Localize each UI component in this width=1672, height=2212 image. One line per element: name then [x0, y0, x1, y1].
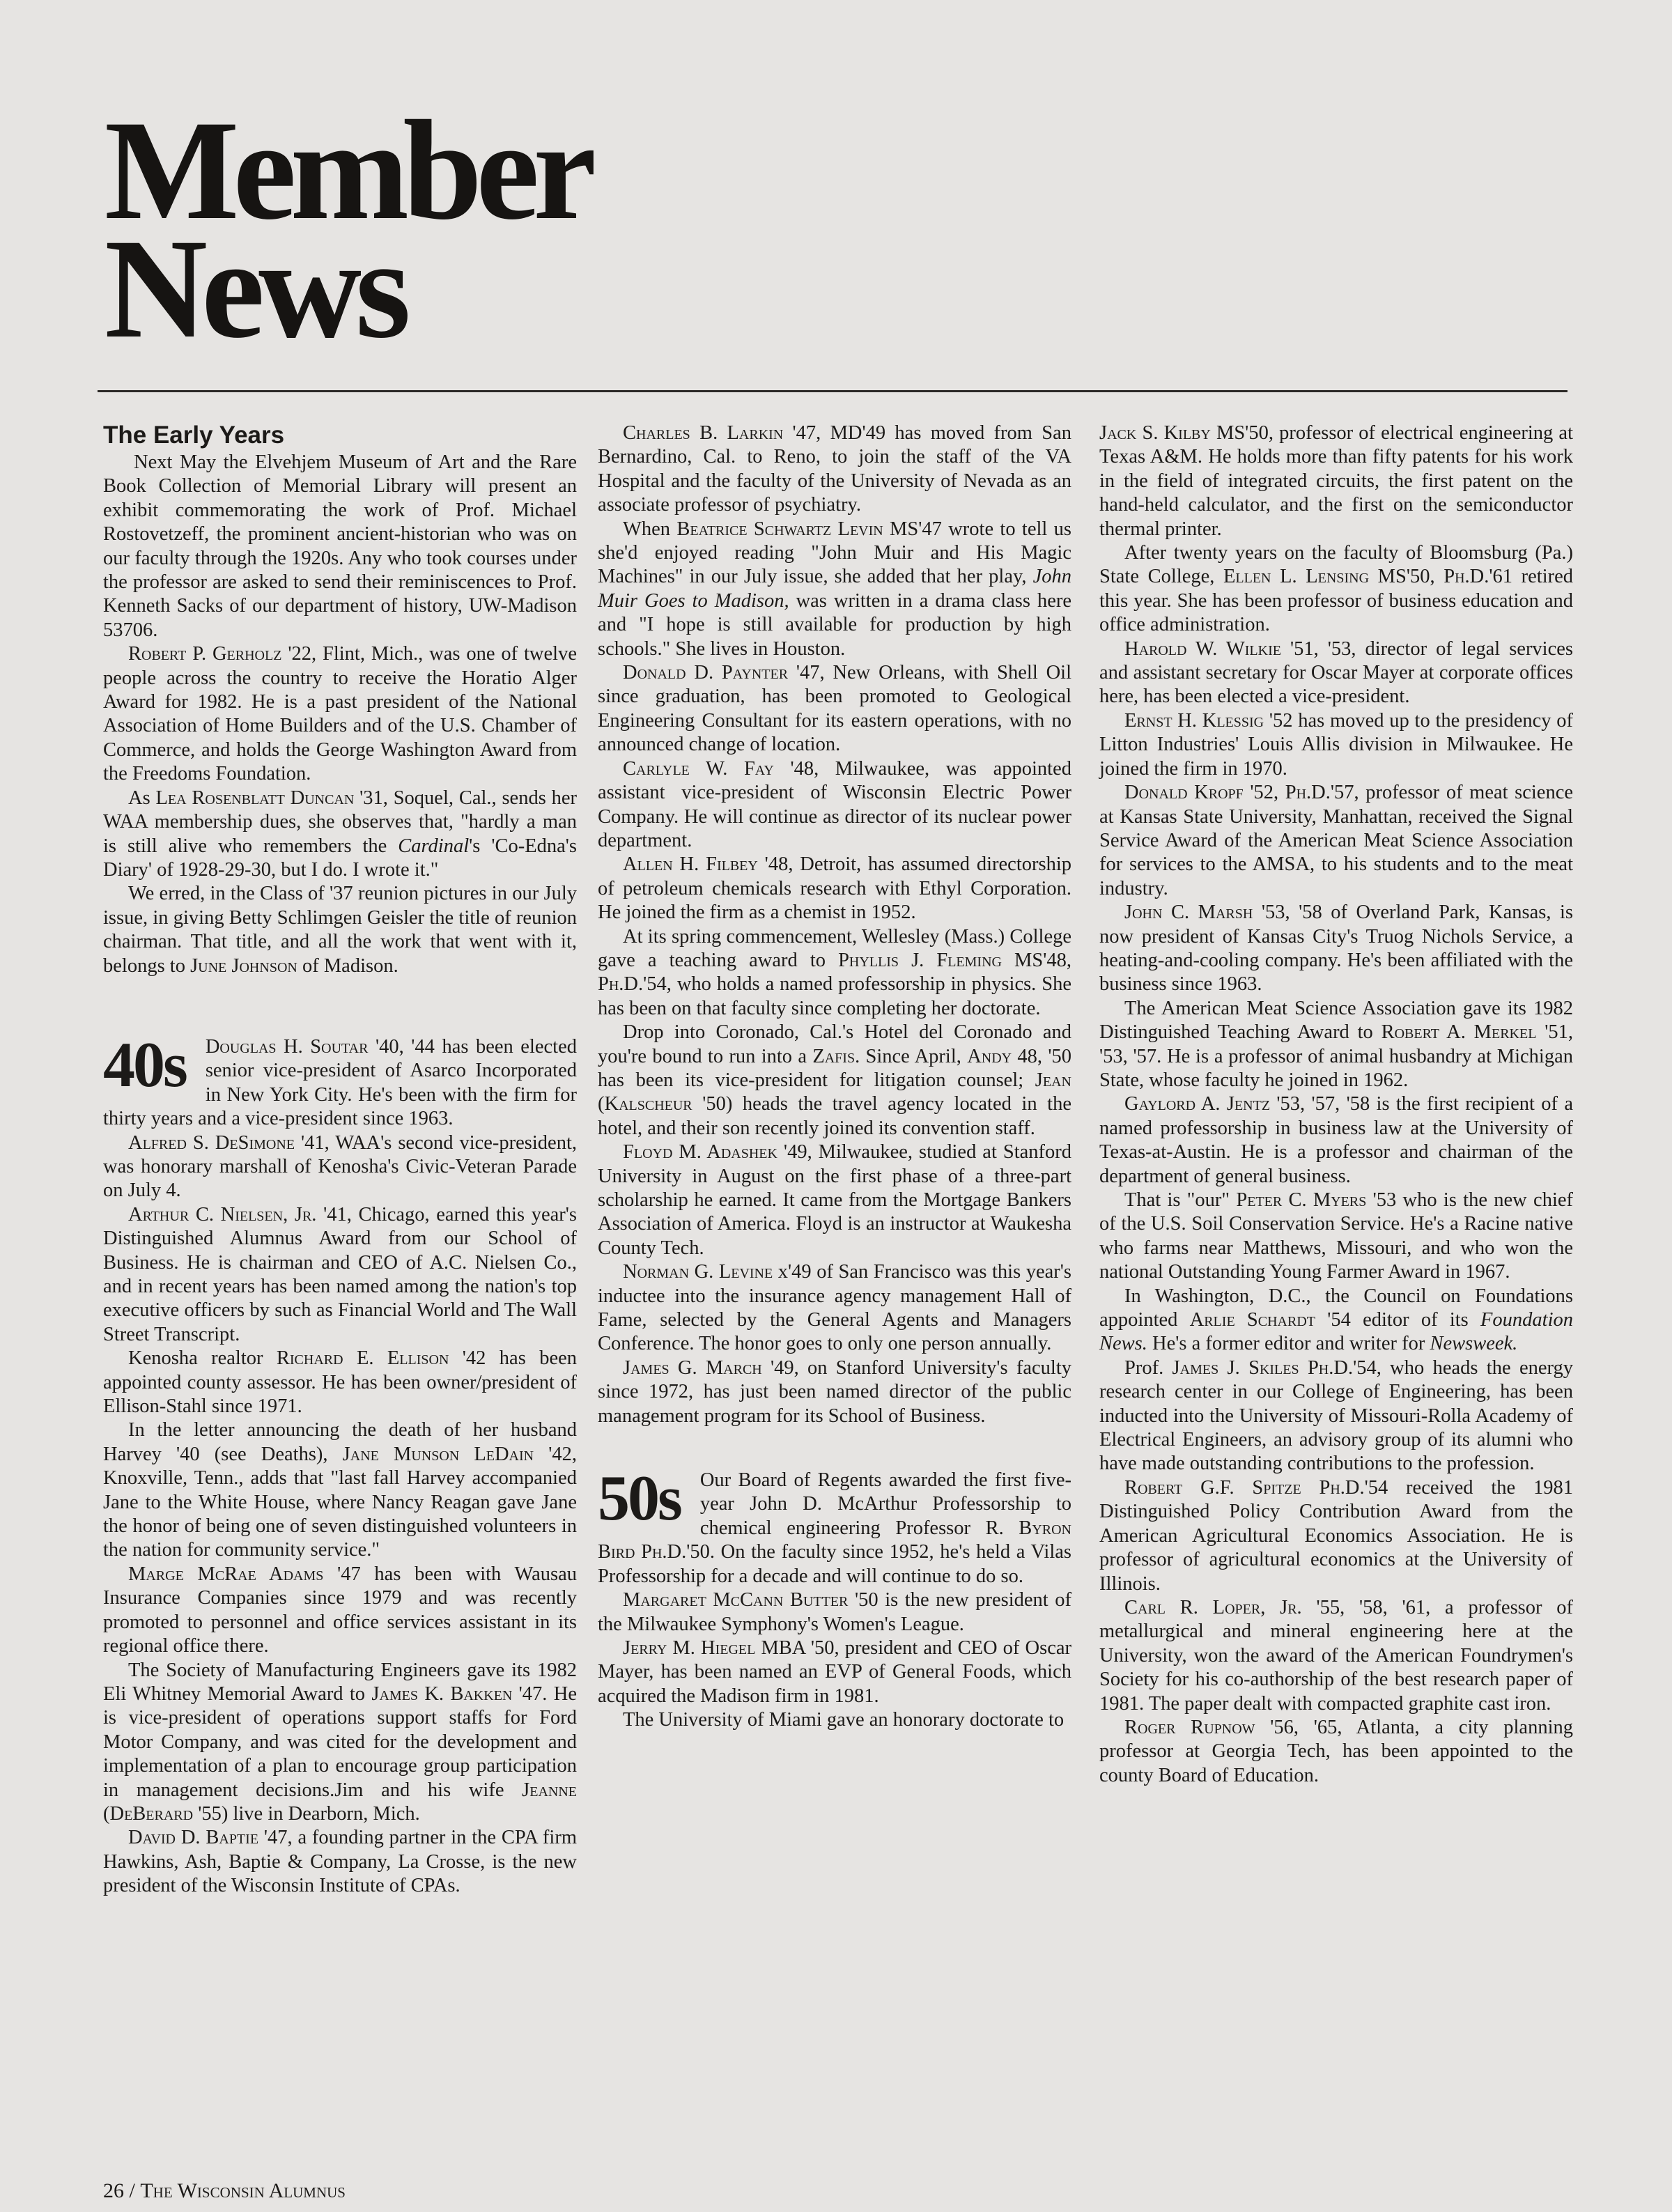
person-name: R. Byron Bird — [598, 1517, 1071, 1563]
person-name: Carlyle W. Fay — [623, 757, 774, 780]
person-name: Gaylord A. Jentz — [1124, 1093, 1271, 1115]
person-name: Andy — [967, 1045, 1012, 1067]
person-name: Douglas H. Soutar — [205, 1035, 369, 1058]
person-name: Jerry M. Hiegel — [623, 1637, 756, 1659]
person-name: Phyllis J. Fleming — [838, 949, 1002, 971]
paragraph: 40s Douglas H. Soutar '40, '44 has been elected senior vice-president of Asarco Incorporated in New York City. He's been with the firm for thirty years and a vice-president since 1963. — [103, 1028, 577, 1130]
paragraph: 50s Our Board of Regents awarded the first five-year John D. McArthur Professorship to chemical engineering Professor R. Byron Bird Ph.D.'50. On the faculty since 1952, he's held a Vilas Professorship for a decade and will continue to do so. — [598, 1462, 1071, 1587]
paragraph: We erred, in the Class of '37 reunion pictures in our July issue, in giving Betty Schlimgen Geisler the title of reunion chairman. That title, and all the work that went with it, belongs to June Johnson of Madison. — [103, 883, 577, 977]
masthead-line-1: Member — [104, 91, 591, 249]
paragraph: Gaylord A. Jentz '53, '57, '58 is the first recipient of a named professorship in business law at the University of Texas-at-Austin. He is a professor and chairman of the department of general business. — [1099, 1093, 1573, 1187]
person-name: Allen H. Filbey — [623, 853, 758, 876]
paragraph: When Beatrice Schwartz Levin MS'47 wrote to tell us she'd enjoyed reading "John Muir and His Magic Machines" in our July issue, she added that her play, John Muir Goes to Madison, was written in a drama class here and "I hope is still available for production by high schools." She lives in Houston. — [598, 518, 1071, 660]
paragraph: Arthur C. Nielsen, Jr. '41, Chicago, earned this year's Distinguished Alumnus Award from our School of Business. He is chairman and CEO of A.C. Nielsen Co., and in recent years has been named among the nation's top executive officers by such as Financial World and The Wall Street Transcript. — [103, 1203, 577, 1345]
person-name: Robert P. Gerholz — [128, 643, 282, 665]
person-name: Carl R. Loper, Jr. — [1124, 1596, 1302, 1618]
paragraph: The American Meat Science Association gave its 1982 Distinguished Teaching Award to Robert A. Merkel '51, '53, '57. He is a professor of animal husbandry at Michigan State, whose faculty he joined in 1962. — [1099, 997, 1573, 1091]
paragraph: Floyd M. Adashek '49, Milwaukee, studied at Stanford University in August on the first phase of a three-part scholarship he earned. It came from the Mortgage Bankers Association of America. Floyd is an instructor at Waukesha County Tech. — [598, 1141, 1071, 1259]
person-name: Zafis — [812, 1045, 856, 1067]
person-name: James J. Skiles — [1172, 1356, 1299, 1379]
person-name: Richard E. Ellison — [276, 1347, 449, 1370]
paragraph: After twenty years on the faculty of Bloomsburg (Pa.) State College, Ellen L. Lensing MS'50, Ph.D.'61 retired this year. She has been professor of business education and office administration. — [1099, 542, 1573, 636]
paragraph: Ernst H. Klessig '52 has moved up to the presidency of Litton Industries' Louis Allis division in Milwaukee. He joined the firm in 1970. — [1099, 709, 1573, 780]
decade-label-40s: 40s — [103, 1028, 186, 1100]
paragraph: Robert G.F. Spitze Ph.D.'54 received the 1981 Distinguished Policy Contribution Award from the American Agricultural Economics Association. He is professor of agricultural economics at the University of Illinois. — [1099, 1476, 1573, 1595]
person-name: Peter C. Myers — [1236, 1189, 1367, 1211]
masthead-title — [104, 91, 591, 368]
paragraph: Margaret McCann Butter '50 is the new president of the Milwaukee Symphony's Women's League. — [598, 1589, 1072, 1635]
person-name: Jean (Kalscheur — [598, 1069, 1071, 1115]
paragraph: In Washington, D.C., the Council on Foundations appointed Arlie Schardt '54 editor of its Foundation News. He's a former editor and writer for Newsweek. — [1099, 1285, 1574, 1355]
section-heading-early-years: The Early Years — [103, 421, 285, 449]
paragraph: Prof. James J. Skiles Ph.D.'54, who heads the energy research center in our College of Engineering, has been inducted into the University of Missouri-Rolla Academy of Electrical Engineers, an advisory group of its alumni who have made outstanding contributions to the profession. — [1099, 1356, 1573, 1475]
person-name: James K. Bakken — [371, 1683, 513, 1705]
decade-label-50s: 50s — [598, 1462, 681, 1534]
paragraph: Next May the Elvehjem Museum of Art and the Rare Book Collection of Memorial Library will present an exhibit commemorating the work of Prof. Michael Rostovetzeff, the prominent ancient-historian who was on our faculty through the 1920s. Any who took courses under the professor are asked to send their reminiscences to Prof. Kenneth Sacks of our department of history, UW-Madison 53706. — [103, 451, 577, 641]
paragraph: Allen H. Filbey '48, Detroit, has assumed directorship of petroleum chemicals research with Ethyl Corporation. He joined the firm as a chemist in 1952. — [598, 853, 1071, 924]
person-name: John C. Marsh — [1124, 902, 1253, 924]
paragraph: James G. March '49, on Stanford University's faculty since 1972, has just been named director of the public management program for its School of Business. — [598, 1356, 1071, 1427]
page-number: 26 / — [103, 2179, 141, 2202]
publication-name: The Wisconsin Alumnus — [140, 2179, 346, 2202]
person-name: Ernst H. Klessig — [1124, 709, 1264, 732]
person-name: James G. March — [623, 1356, 762, 1379]
paragraph: Carl R. Loper, Jr. '55, '58, '61, a professor of metallurgical and mineral engineering here at the University, won the award of the American Foundrymen's Society for his co-authorship of the best research paper of 1981. The paper dealt with compacted graphite cast iron. — [1099, 1596, 1574, 1715]
paragraph: The University of Miami gave an honorary doctorate to — [623, 1709, 1065, 1731]
person-name: Donald D. Paynter — [623, 662, 789, 684]
paragraph: Drop into Coronado, Cal.'s Hotel del Coronado and you're bound to run into a Zafis. Since April, Andy 48, '50 has been its vice-president for litigation counsel; Jean (Kalscheur '50) heads the travel agency located in the hotel, and their son recently joined its convention staff. — [598, 1021, 1072, 1139]
person-name: Jane Munson LeDain — [342, 1443, 534, 1465]
person-name: Marge McRae Adams — [128, 1563, 324, 1585]
person-name: Alfred S. DeSimone — [128, 1131, 295, 1154]
person-name: Arthur C. Nielsen, Jr. — [128, 1203, 317, 1225]
title-rule — [98, 390, 1568, 392]
person-name: Beatrice Schwartz Levin — [676, 518, 883, 540]
paragraph: David D. Baptie '47, a founding partner in the CPA firm Hawkins, Ash, Baptie & Company, La Crosse, is the new president of the Wisconsin Institute of CPAs. — [103, 1827, 577, 1897]
paragraph: Jack S. Kilby MS'50, professor of electrical engineering at Texas A&M. He holds more than fifty patents for his work in the field of integrated circuits, the first patent on the hand-held calculator, and the first on the semiconductor thermal printer. — [1099, 422, 1573, 540]
person-name: Donald Kropf — [1124, 782, 1244, 804]
paragraph: In the letter announcing the death of her husband Harvey '40 (see Deaths), Jane Munson LeDain '42, Knoxville, Tenn., adds that "last fall Harvey accompanied Jane to the White House, where Nancy Reagan gave Jane the honor of being one of seven distinguished volunteers in the nation for community service." — [103, 1419, 577, 1561]
person-name: Arlie Schardt — [1189, 1309, 1315, 1331]
paragraph: Donald Kropf '52, Ph.D.'57, professor of meat science at Kansas State University, Manhattan, received the Signal Service Award of the American Meat Science Association for services to the AMSA, to his students and to the meat industry. — [1099, 782, 1573, 899]
person-name: Robert A. Merkel — [1381, 1021, 1537, 1044]
person-name: Jeanne (DeBerard — [103, 1779, 577, 1825]
paragraph: Alfred S. DeSimone '41, WAA's second vice-president, was honorary marshall of Kenosha's Civic-Veteran Parade on July 4. — [103, 1131, 577, 1202]
paragraph: Marge McRae Adams '47 has been with Wausau Insurance Companies since 1979 and was recently promoted to personnel and office services assistant in its regional office there. — [103, 1563, 577, 1657]
person-name: Norman G. Levine — [623, 1261, 773, 1283]
paragraph: Robert P. Gerholz '22, Flint, Mich., was one of twelve people across the country to receive the Horatio Alger Award for 1982. He is a past president of the National Association of Home Builders and of the U.S. Chamber of Commerce, and holds the George Washington Award from the Freedoms Foundation. — [103, 643, 577, 785]
paragraph: At its spring commencement, Wellesley (Mass.) College gave a teaching award to Phyllis J. Fleming MS'48, Ph.D.'54, who holds a named professorship in physics. She has been on that faculty since completing her doctorate. — [598, 925, 1071, 1019]
paragraph: John C. Marsh '53, '58 of Overland Park, Kansas, is now president of Kansas City's Truog Nichols Service, a heating-and-cooling company. He's been affiliated with the business since 1963. — [1099, 902, 1573, 996]
person-name: Jack S. Kilby — [1099, 422, 1211, 444]
person-name: Robert G.F. Spitze — [1124, 1476, 1301, 1499]
column-3 — [1099, 421, 1573, 1788]
paragraph: That is "our" Peter C. Myers '53 who is the new chief of the U.S. Soil Conservation Service. He's a Racine native who farms near Matthews, Missouri, and who won the national Outstanding Young Farmer Award in 1967. — [1099, 1189, 1573, 1283]
column-2 — [598, 421, 1071, 1733]
masthead-line-2: News — [104, 210, 405, 368]
paragraph: Norman G. Levine x'49 of San Francisco was this year's inductee into the insurance agency management Hall of Fame, selected by the General Agents and Managers Conference. The honor goes to only one person annually. — [598, 1261, 1071, 1355]
paragraph: Jerry M. Hiegel MBA '50, president and CEO of Oscar Mayer, has been named an EVP of General Foods, which acquired the Madison firm in 1981. — [598, 1637, 1071, 1707]
paragraph: The Society of Manufacturing Engineers gave its 1982 Eli Whitney Memorial Award to James K. Bakken '47. He is vice-president of operations support staffs for Ford Motor Company, and was cited for the development and implementation of a plan to encourage group participation in management decisions.Jim and his wife Jeanne (DeBerard '55) live in Dearborn, Mich. — [103, 1659, 577, 1825]
paragraph: Carlyle W. Fay '48, Milwaukee, was appointed assistant vice-president of Wisconsin Electric Power Company. He will continue as director of its nuclear power department. — [598, 757, 1071, 851]
person-name: Harold W. Wilkie — [1124, 637, 1281, 660]
page-footer — [103, 2179, 346, 2203]
paragraph: Roger Rupnow '56, '65, Atlanta, a city planning professor at Georgia Tech, has been appointed to the county Board of Education. — [1099, 1716, 1573, 1786]
person-name: Charles B. Larkin — [623, 422, 784, 444]
paragraph: Donald D. Paynter '47, New Orleans, with Shell Oil since graduation, has been promoted to Geological Engineering Consultant for its eastern operations, with no announced change of location. — [598, 662, 1071, 756]
person-name: Floyd M. Adashek — [623, 1141, 777, 1163]
column-1 — [103, 421, 577, 1898]
paragraph: Harold W. Wilkie '51, '53, director of legal services and assistant secretary for Oscar Mayer at corporate offices here, has been elected a vice-president. — [1099, 637, 1573, 708]
person-name: June Johnson — [190, 954, 297, 977]
person-name: Margaret McCann Butter — [623, 1589, 849, 1611]
person-name: Ellen L. Lensing — [1223, 566, 1370, 588]
paragraph: Charles B. Larkin '47, MD'49 has moved from San Bernardino, Cal. to Reno, to join the staff of the VA Hospital and the faculty of the University of Nevada as an associate professor of psychiatry. — [598, 422, 1071, 516]
person-name: David D. Baptie — [128, 1827, 259, 1849]
person-name: Roger Rupnow — [1124, 1716, 1255, 1738]
paragraph: Kenosha realtor Richard E. Ellison '42 has been appointed county assessor. He has been owner/president of Ellison-Stahl since 1971. — [103, 1347, 577, 1418]
paragraph: As Lea Rosenblatt Duncan '31, Soquel, Cal., sends her WAA membership dues, she observes that, "hardly a man is still alive who remembers the Cardinal's 'Co-Edna's Diary' of 1928-29-30, but I do. I wrote it." — [103, 787, 577, 881]
person-name: Lea Rosenblatt Duncan — [155, 787, 355, 809]
